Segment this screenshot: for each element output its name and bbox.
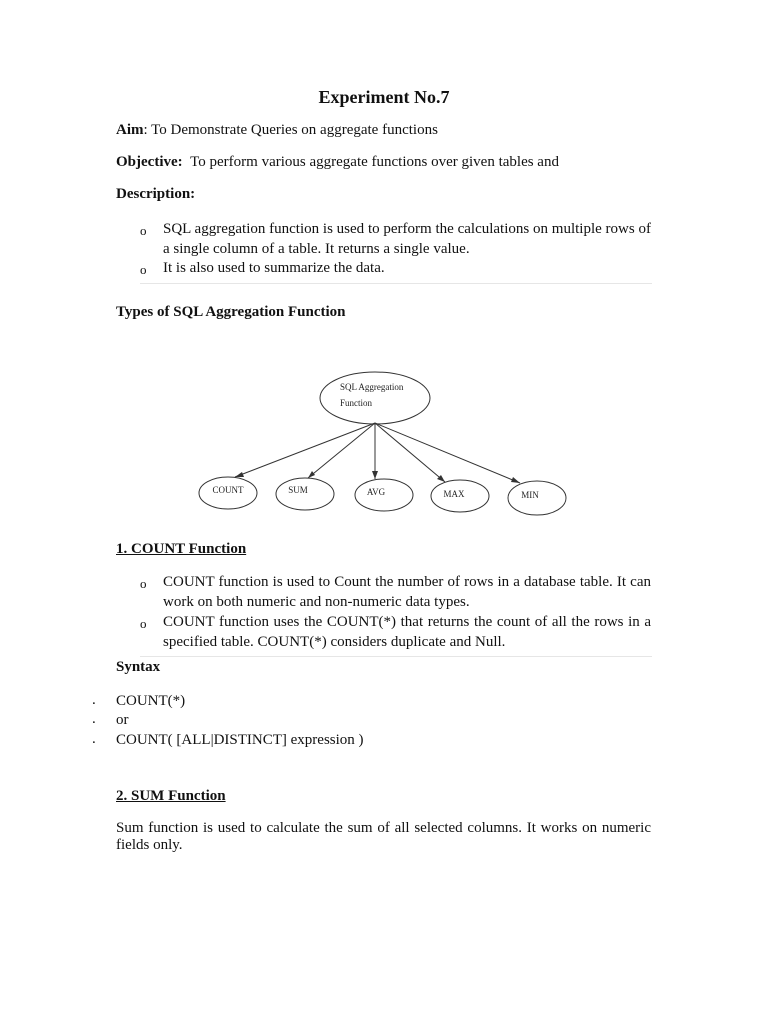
aim-label: Aim	[116, 122, 144, 138]
root-node-label-2: Function	[340, 398, 373, 408]
page-title: Experiment No.7	[318, 87, 450, 107]
syntax-line-3: COUNT( [ALL|DISTINCT] expression )	[116, 732, 364, 748]
description-item-2: It is also used to summarize the data.	[163, 260, 385, 276]
description-item-1: SQL aggregation function is used to perform the calculations on multiple rows of a single column of a table. It returns a single value.	[163, 221, 651, 257]
bullet-marker: o	[140, 616, 147, 631]
avg-node-label: AVG	[366, 487, 386, 497]
types-heading: Types of SQL Aggregation Function	[116, 304, 346, 320]
objective-label: Objective:	[116, 154, 183, 170]
syntax-marker: .	[92, 731, 96, 747]
objective-line	[116, 153, 559, 172]
count-node-label: COUNT	[212, 485, 244, 495]
arrowhead-icon	[235, 472, 244, 477]
root-node-label-1: SQL Aggregation	[340, 382, 404, 392]
section-divider	[140, 283, 652, 284]
count-item-1: COUNT function is used to Count the number of rows in a database table. It can work on both numeric and non-numeric data types.	[163, 574, 651, 610]
sum-description: Sum function is used to calculate the sum of all selected columns. It works on numeric fields only.	[116, 820, 651, 853]
aim-line	[116, 121, 438, 140]
arrowhead-icon	[511, 477, 520, 483]
syntax-marker: .	[92, 711, 96, 727]
min-node-label: MIN	[521, 490, 539, 500]
max-node-label: MAX	[443, 489, 465, 499]
bullet-marker: o	[140, 223, 147, 238]
description-label: Description:	[116, 186, 196, 202]
edge-min	[375, 423, 520, 483]
edge-sum	[308, 423, 375, 478]
aim-text: : To Demonstrate Queries on aggregate functions	[143, 122, 438, 138]
count-heading: 1. COUNT Function	[116, 541, 247, 557]
objective-text: To perform various aggregate functions over given tables and	[190, 154, 559, 170]
arrowhead-icon	[372, 471, 378, 479]
edge-max	[375, 423, 445, 482]
edge-count	[235, 423, 375, 477]
syntax-label: Syntax	[116, 659, 161, 675]
bullet-marker: o	[140, 576, 147, 591]
syntax-marker: .	[92, 692, 96, 708]
bullet-marker: o	[140, 262, 147, 277]
section-divider	[140, 656, 652, 657]
sum-heading: 2. SUM Function	[116, 788, 226, 804]
syntax-line-2: or	[116, 712, 129, 728]
sum-node-label: SUM	[288, 485, 308, 495]
aggregation-tree-diagram	[195, 366, 575, 521]
root-node-ellipse	[320, 372, 430, 424]
arrowhead-icon	[308, 471, 315, 478]
count-item-2: COUNT function uses the COUNT(*) that returns the count of all the rows in a specified table. COUNT(*) considers duplicate and Null.	[163, 614, 651, 650]
syntax-line-1: COUNT(*)	[116, 693, 186, 709]
